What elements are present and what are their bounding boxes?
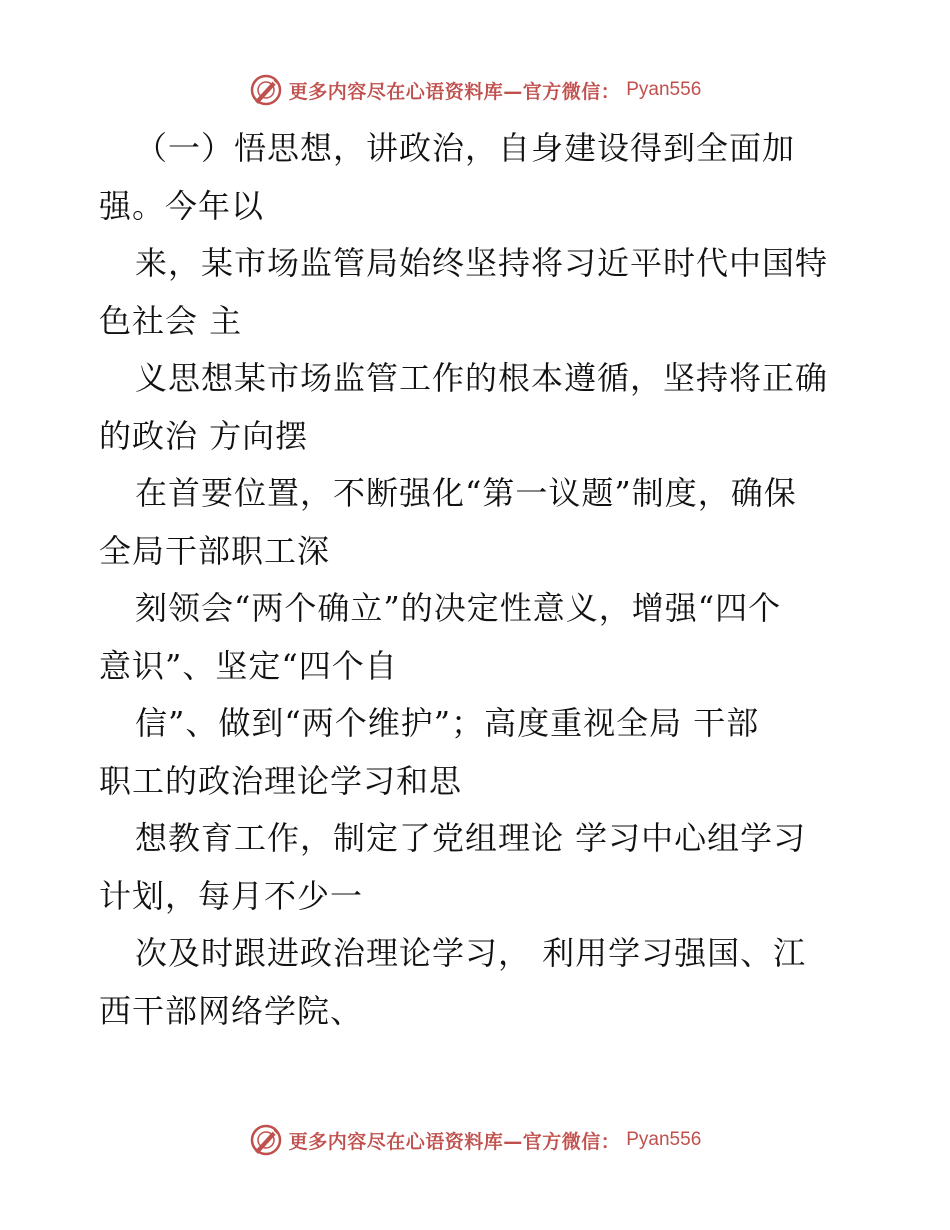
text-line: 全局干部职工深 xyxy=(99,531,331,570)
text-line: 强。今年以 xyxy=(99,186,265,225)
pen-logo-icon xyxy=(249,73,283,107)
text-line: 信”、做到“两个维护”；高度重视全局 干部 xyxy=(135,704,760,742)
text-line: 职工的政治理论学习和思 xyxy=(99,761,463,800)
banner-wechat-id: Pyan556 xyxy=(626,79,702,100)
banner-text: 更多内容尽在心语资料库—官方微信： xyxy=(288,80,621,103)
text-line: 意识”、坚定“四个自 xyxy=(99,646,398,685)
banner-text: 更多内容尽在心语资料库—官方微信： xyxy=(288,1130,621,1153)
text-line: （一）悟思想，讲政治，自身建设得到全面加 xyxy=(135,129,796,167)
text-line: 次及时跟进政治理论学习， 利用学习强国、江 xyxy=(135,934,807,972)
banner-wechat-id: Pyan556 xyxy=(626,1129,702,1150)
header-banner xyxy=(0,70,950,110)
document-body xyxy=(99,120,859,1040)
text-line: 义思想某市场监管工作的根本遵循，坚持将正确 xyxy=(135,359,829,397)
text-line: 想教育工作，制定了党组理论 学习中心组学习 xyxy=(135,819,807,857)
text-line: 来，某市场监管局始终坚持将习近平时代中国特 xyxy=(135,244,829,282)
text-line: 计划，每月不少一 xyxy=(99,876,364,915)
text-line: 色社会 主 xyxy=(99,301,243,340)
text-line: 在首要位置，不断强化“第一议题”制度，确保 xyxy=(135,474,797,512)
text-line: 刻领会“两个确立”的决定性意义，增强“四个 xyxy=(135,589,782,627)
text-line: 的政治 方向摆 xyxy=(99,416,309,455)
footer-banner xyxy=(0,1120,950,1160)
pen-logo-icon xyxy=(249,1123,283,1157)
text-line: 西干部网络学院、 xyxy=(99,991,364,1030)
